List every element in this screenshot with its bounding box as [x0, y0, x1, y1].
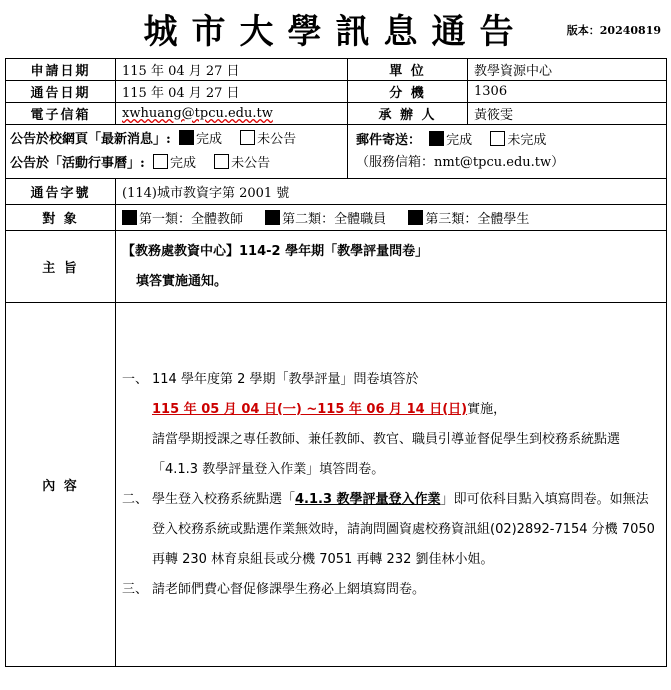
activity-not-published-text: 未公告	[231, 155, 271, 171]
latest-done-checkbox[interactable]	[179, 130, 194, 145]
mail-done-text: 完成	[446, 132, 473, 148]
target-teachers-checkbox[interactable]	[122, 210, 137, 225]
mail-label: 郵件寄送：	[356, 132, 422, 148]
notice-date: 115 年 04 月 27 日	[116, 81, 348, 103]
unit-value: 教學資源中心	[468, 59, 667, 81]
page-title: 城市大學訊息通告	[143, 12, 528, 52]
item1-text-c: 請當學期授課之專任教師、兼任教師、教官、職員引導並督促學生到校務系統點選「4.1.3 教學評量登入作業」填答問卷。	[152, 431, 621, 477]
subject	[116, 231, 667, 303]
latest-done-text: 完成	[195, 131, 222, 147]
mail-not-done-checkbox[interactable]	[490, 131, 505, 146]
content-item-1	[122, 365, 660, 485]
target-staff-checkbox[interactable]	[265, 210, 280, 225]
item1-text-b: 實施，	[467, 401, 507, 417]
activity-not-published-checkbox[interactable]	[214, 154, 229, 169]
handler-label: 承 辦 人	[348, 103, 468, 125]
publish-activity-label: 公告於「活動行事曆」:	[10, 155, 145, 171]
content-label: 內 容	[6, 303, 116, 667]
publish-status	[6, 125, 348, 179]
activity-done-checkbox[interactable]	[153, 154, 168, 169]
target-staff: 第二類：全體職員	[282, 212, 387, 227]
version-label: 版本：20240819	[566, 24, 661, 37]
notice-no: (114)城市教資字第 2001 號	[116, 179, 667, 205]
target-list	[116, 205, 667, 231]
target-teachers: 第一類：全體教師	[139, 212, 244, 227]
notice-date-label: 通告日期	[6, 81, 116, 103]
item1-text-a: 114 學年度第 2 學期「教學評量」問卷填答於	[152, 371, 419, 387]
notice-table	[5, 58, 667, 667]
notice-no-label: 通告字號	[6, 179, 116, 205]
subject-line1: 【教務處教資中心】114-2 學年期「教學評量問卷」	[122, 243, 429, 259]
latest-not-published-text: 未公告	[257, 131, 297, 147]
latest-not-published-checkbox[interactable]	[240, 130, 255, 145]
ext-value: 1306	[468, 81, 667, 103]
content-item-2	[122, 485, 660, 575]
item2-text-a: 學生登入校務系統點選「	[152, 491, 296, 507]
item3-text: 請老師們費心督促修課學生務必上網填寫問卷。	[152, 581, 426, 597]
item2-link: 4.1.3 教學評量登入作業	[295, 491, 441, 507]
unit-label: 單 位	[348, 59, 468, 81]
publish-latest-label: 公告於校網頁「最新消息」:	[10, 131, 171, 147]
email-value[interactable]	[116, 103, 348, 125]
email-label: 電子信箱	[6, 103, 116, 125]
apply-date: 115 年 04 月 27 日	[116, 59, 348, 81]
mail-row	[356, 130, 666, 152]
item1-num: 一、	[122, 371, 149, 387]
target-label: 對 象	[6, 205, 116, 231]
content	[116, 303, 667, 667]
mail-not-done-text: 未完成	[507, 132, 547, 148]
service-mailbox: （服務信箱：nmt@tpcu.edu.tw）	[356, 154, 565, 170]
target-students-checkbox[interactable]	[408, 210, 423, 225]
mail-done-checkbox[interactable]	[429, 131, 444, 146]
subject-line2: 填答實施通知。	[136, 273, 228, 289]
publish-activity-row	[10, 152, 347, 176]
item2-num: 二、	[122, 491, 149, 507]
target-students: 第三類：全體學生	[425, 212, 530, 227]
handler-value: 黃筱雯	[468, 103, 667, 125]
item3-num: 三、	[122, 581, 149, 597]
email-link[interactable]: xwhuang@tpcu.edu.tw	[122, 106, 273, 121]
item1-date-range: 115 年 05 月 04 日(一) ~115 年 06 月 14 日(日)	[152, 401, 468, 417]
activity-done-text: 完成	[169, 155, 196, 171]
apply-date-label: 申請日期	[6, 59, 116, 81]
ext-label: 分 機	[348, 81, 468, 103]
publish-latest-row	[10, 128, 347, 152]
mail-status	[348, 125, 667, 179]
item2-text-b: 」即可依科目點入填寫問卷。如無法登入校務系統或點選作業無效時，請詢問圖資處校務資訊組(02)2892-7154 分機 7050 再轉 230 林育泉組長或分機 7051 再轉 232 劉佳林小姐。	[152, 491, 655, 567]
content-item-3	[122, 575, 660, 605]
subject-label: 主 旨	[6, 231, 116, 303]
